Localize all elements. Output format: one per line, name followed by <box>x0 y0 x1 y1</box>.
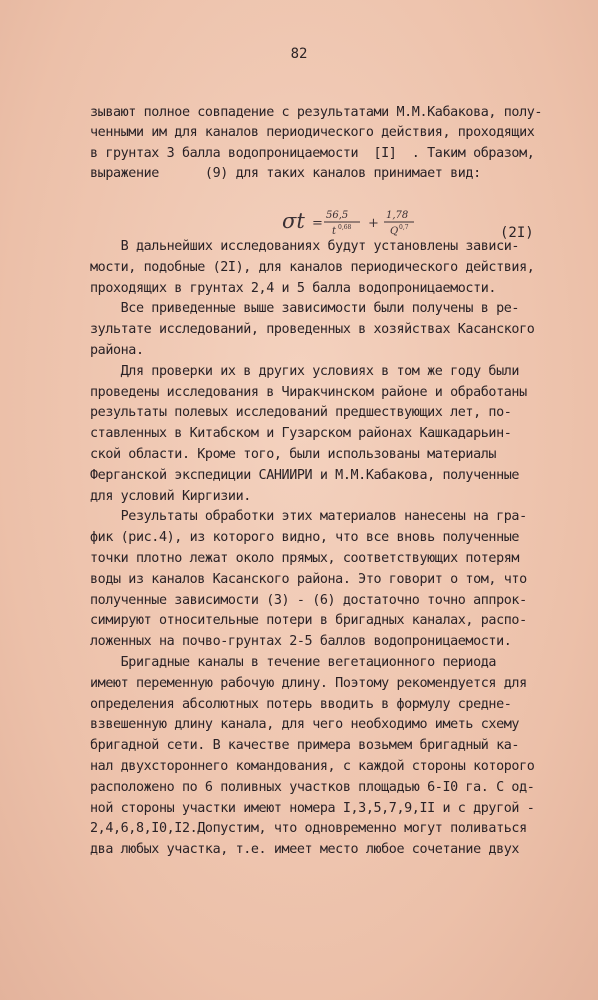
text-line: ской области. Кроме того, были использованы материалы <box>90 447 497 462</box>
text-line: мости, подобные (2I), для каналов периодического действия, <box>90 259 535 275</box>
text-line: определения абсолютных потерь вводить в формулу средне- <box>90 696 512 712</box>
text-line: в грунтах 3 балла водопроницаемости [I] . Таким образом, <box>90 145 535 161</box>
formula-graphic <box>280 200 450 246</box>
text-line: Результаты обработки этих материалов нанесены на гра- <box>90 509 527 525</box>
text-line: выражение (9) для таких каналов принимает вид: <box>90 166 481 182</box>
text-line: нал двухстороннего командования, с каждой стороны которого <box>90 759 535 774</box>
formula-plus: + <box>368 216 379 231</box>
text-line: зультате исследований, проведенных в хозяйствах Касанского <box>90 322 535 338</box>
formula-exponent-2: 0,7 <box>399 224 409 231</box>
text-line: Бригадные каналы в течение вегетационного периода <box>90 655 497 670</box>
text-line: ной стороны участки имеют номера I,3,5,7,9,II и с другой - <box>90 800 535 816</box>
text-line: бригадной сети. В качестве примера возьмем бригадный ка- <box>90 738 520 754</box>
text-line: Все приведенные выше зависимости были получены в ре- <box>90 301 520 317</box>
text-line: полученные зависимости (3) - (6) достаточно точно аппрок- <box>90 592 527 608</box>
text-line: фик (рис.4), из которого видно, что все вновь полученные <box>90 530 520 546</box>
text-line: района. <box>90 343 144 358</box>
formula-21 <box>280 200 450 250</box>
formula-denominator-2: Q <box>390 226 399 237</box>
text-line: зывают полное совпадение с результатами М.М.Кабакова, полу- <box>90 105 543 120</box>
text-line: Ферганской экспедиции САНИИРИ и М.М.Кабакова, полученные <box>90 467 520 483</box>
text-line: симируют относительные потери в бригадных каналах, распо- <box>90 613 527 629</box>
text-line: Для проверки их в других условиях в том же году были <box>90 363 520 379</box>
formula-numerator-2: 1,78 <box>386 210 409 221</box>
text-line: расположено по 6 поливных участков площадью 6-I0 га. С од- <box>90 779 535 795</box>
text-line: ложенных на почво-грунтах 2-5 баллов водопроницаемости. <box>90 634 512 650</box>
text-line: воды из каналов Касанского района. Это говорит о том, что <box>90 571 527 587</box>
text-line: 2,4,6,8,I0,I2.Допустим, что одновременно могут поливаться <box>90 821 527 837</box>
text-line: имеют переменную рабочую длину. Поэтому рекомендуется для <box>90 675 527 691</box>
text-line: проходящих в грунтах 2,4 и 5 балла водопроницаемости. <box>90 280 497 296</box>
text-line: В дальнейших исследованиях будут установлены зависи- <box>90 239 520 254</box>
text-line: два любых участка, т.е. имеет место любое сочетание двух <box>90 842 520 858</box>
text-line: ченными им для каналов периодического действия, проходящих <box>90 125 535 141</box>
formula-denominator-1: t <box>332 226 337 237</box>
text-line: точки плотно лежат около прямых, соответствующих потерям <box>90 551 520 566</box>
formula-exponent-1: 0,68 <box>338 224 352 231</box>
formula-numerator-1: 56,5 <box>326 210 349 221</box>
equation-number: (2I) <box>500 225 534 241</box>
text-line: результаты полевых исследований предшествующих лет, по- <box>90 405 512 421</box>
text-line: проведены исследования в Чиракчинском районе и обработаны <box>90 384 527 400</box>
text-line: для условий Киргизии. <box>90 488 251 504</box>
text-line: взвешенную длину канала, для чего необходимо иметь схему <box>90 717 520 733</box>
formula-equals: = <box>312 216 323 231</box>
formula-lhs: σt <box>282 209 305 233</box>
text-line: ставленных в Китабском и Гузарском районах Кашкадарьин- <box>90 426 512 442</box>
page-number: 82 <box>290 46 308 62</box>
